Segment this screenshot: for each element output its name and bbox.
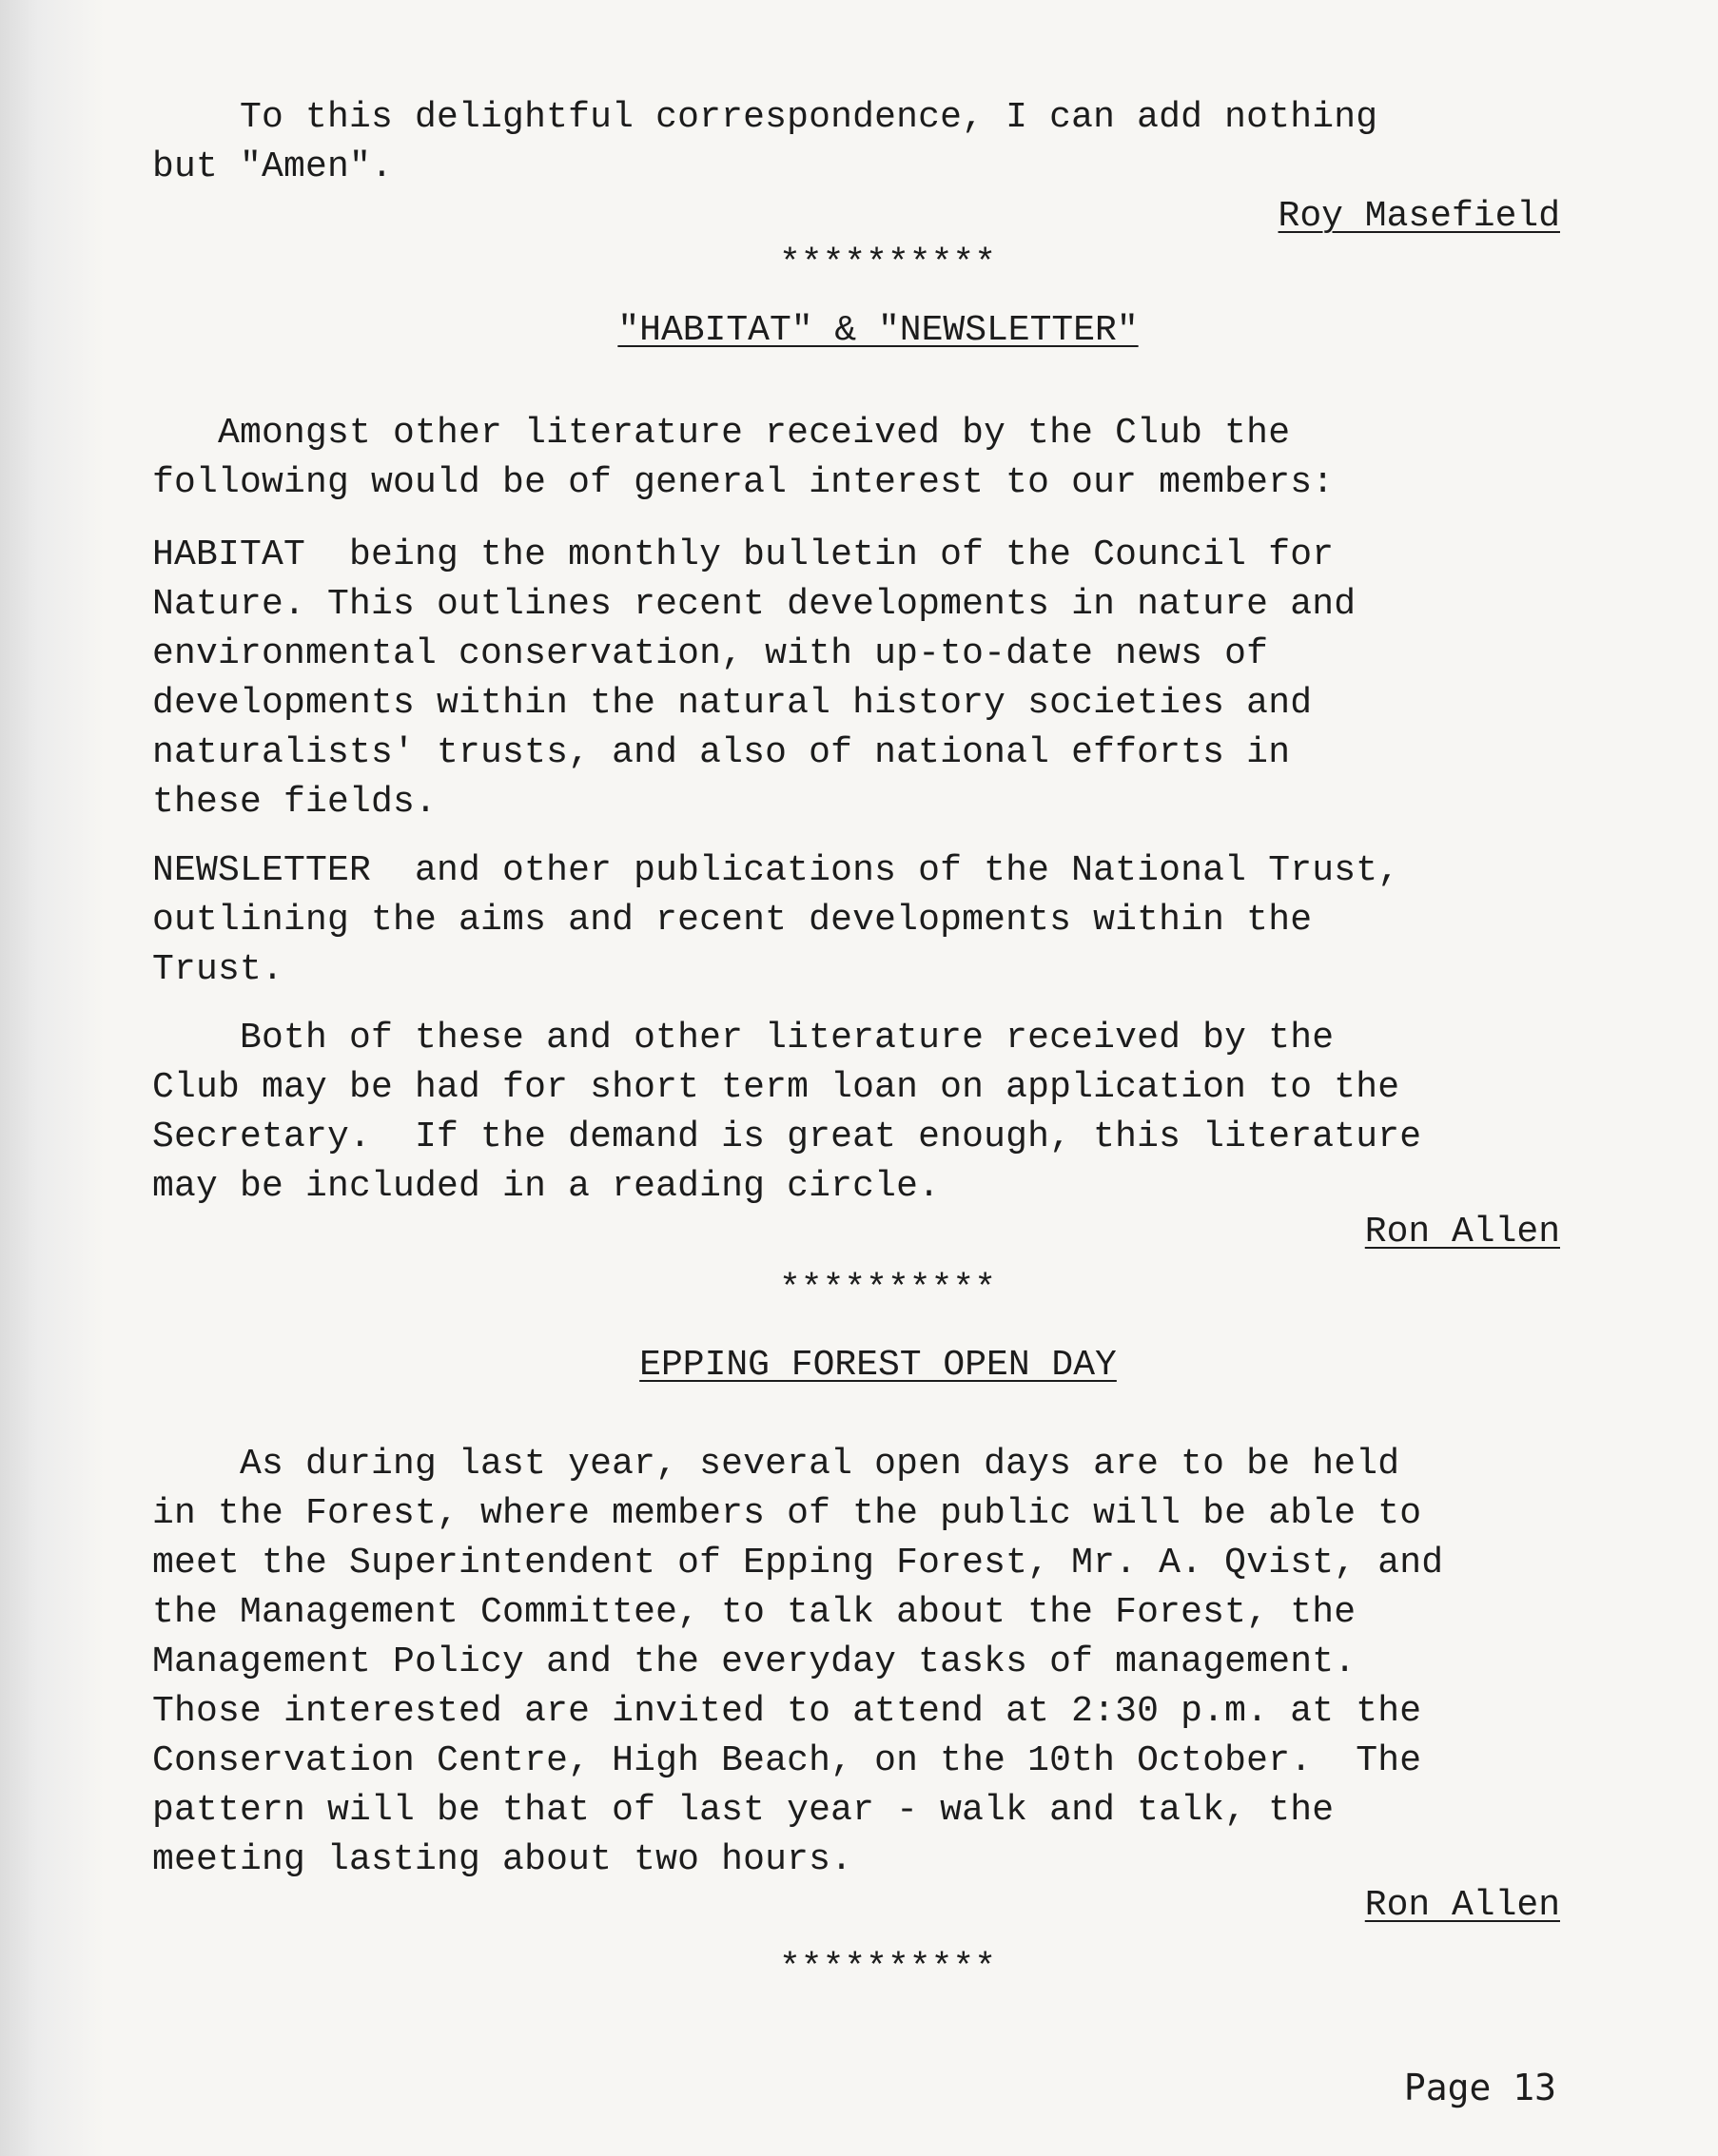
habitat-heading-wrap (19, 306, 1718, 355)
epping-line-7: Conservation Centre, High Beach, on the 10th October. The (152, 1740, 1422, 1781)
habitat-intro-line-2: following would be of general interest to our members: (152, 462, 1335, 503)
habitat-line-4: developments within the natural history societies and (152, 683, 1313, 724)
signature-roy-masefield: Roy Masefield (1278, 196, 1560, 237)
intro-line-1: To this delightful correspondence, I can add nothing (152, 97, 1378, 138)
habitat-line-5: naturalists' trusts, and also of national efforts in (152, 732, 1291, 773)
epping-line-5: Management Policy and the everyday tasks of management. (152, 1641, 1357, 1682)
signature-ron-allen-1: Ron Allen (1364, 1212, 1560, 1253)
newsletter-line-3: Trust. (152, 949, 284, 990)
separator-1: ********** (778, 243, 997, 284)
epping-line-8: pattern will be that of last year - walk and talk, the (152, 1790, 1335, 1831)
separator-3: ********** (778, 1948, 997, 1989)
newsletter-line-2: outlining the aims and recent developments within the (152, 900, 1313, 941)
loan-line-3: Secretary. If the demand is great enough, this literature (152, 1117, 1422, 1157)
epping-heading-wrap (19, 1341, 1718, 1389)
epping-line-6: Those interested are invited to attend at 2:30 p.m. at the (152, 1691, 1422, 1732)
epping-line-2: in the Forest, where members of the public will be able to (152, 1493, 1422, 1534)
page-number: Page 13 (1403, 2067, 1556, 2108)
loan-line-2: Club may be had for short term loan on application to the (152, 1067, 1400, 1108)
loan-line-4: may be included in a reading circle. (152, 1166, 941, 1207)
newsletter-line-1: NEWSLETTER and other publications of the National Trust, (152, 850, 1400, 891)
epping-forest-heading: EPPING FOREST OPEN DAY (639, 1345, 1117, 1386)
epping-line-3: meet the Superintendent of Epping Forest, Mr. A. Qvist, and (152, 1543, 1444, 1583)
epping-line-1: As during last year, several open days are to be held (152, 1444, 1400, 1485)
habitat-line-6: these fields. (152, 782, 438, 823)
separator-2: ********** (778, 1269, 997, 1310)
habitat-line-2: Nature. This outlines recent developments in nature and (152, 584, 1357, 625)
epping-line-9: meeting lasting about two hours. (152, 1839, 853, 1880)
loan-line-1: Both of these and other literature received by the (152, 1018, 1335, 1059)
habitat-intro-line-1: Amongst other literature received by the Club the (152, 413, 1291, 454)
habitat-line-1: HABITAT being the monthly bulletin of the Council for (152, 534, 1335, 575)
signature-ron-allen-2: Ron Allen (1364, 1885, 1560, 1926)
habitat-newsletter-heading: "HABITAT" & "NEWSLETTER" (617, 310, 1139, 351)
habitat-line-3: environmental conservation, with up-to-date news of (152, 633, 1269, 674)
epping-line-4: the Management Committee, to talk about the Forest, the (152, 1592, 1357, 1633)
intro-line-2: but "Amen". (152, 146, 394, 187)
